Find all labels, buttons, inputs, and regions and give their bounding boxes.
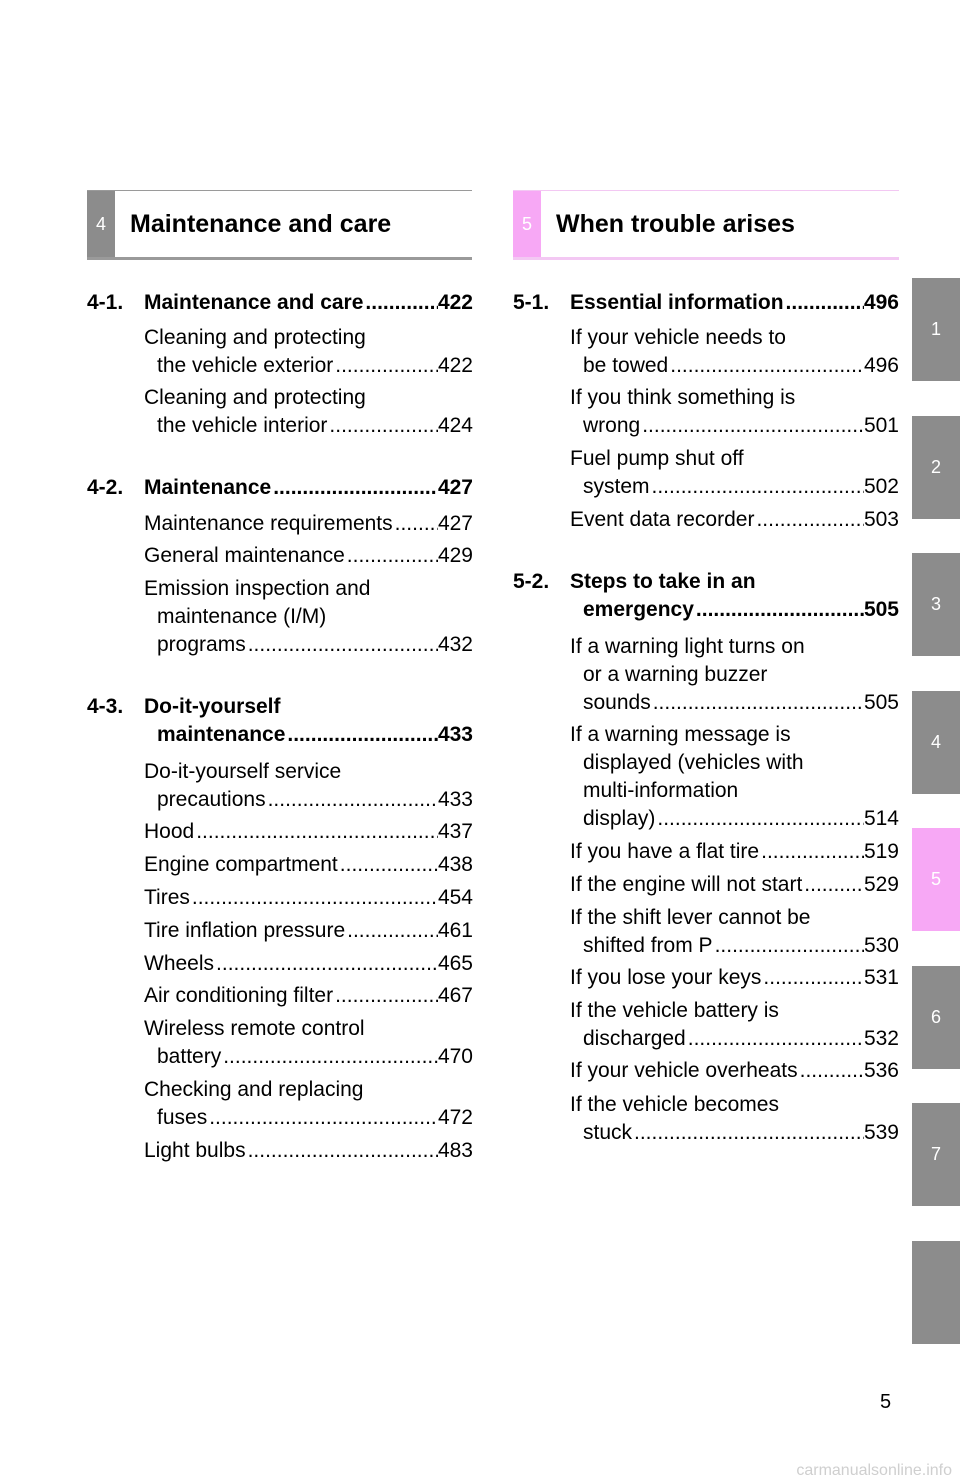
leader-dots [266,786,438,814]
toc-text: If your vehicle overheats [570,1059,798,1082]
toc-line [570,689,899,717]
toc-line [570,964,899,992]
toc-line [570,871,899,899]
section-header-4 [87,190,472,260]
toc-line [570,568,899,596]
toc-entry[interactable] [144,917,473,945]
toc-entry[interactable] [570,964,899,992]
leader-dots [668,352,864,380]
toc-text: Essential information [570,291,784,314]
toc-text: the vehicle interior [157,414,328,437]
toc-text: stuck [583,1121,633,1144]
toc-line [144,851,473,879]
leader-dots [214,950,438,978]
toc-text: Cleaning and protecting [144,386,366,409]
toc-text: system [583,475,650,498]
toc-line [144,721,473,749]
toc-text: Cleaning and protecting [144,326,366,349]
toc-text: the vehicle exterior [157,354,334,377]
chapter-tab-1[interactable]: 1 [912,278,960,381]
toc-line [570,749,899,777]
toc-line [144,384,473,412]
toc-text: wrong [583,414,641,437]
toc-entry[interactable] [570,506,899,534]
toc-text: be towed [583,354,669,377]
toc-text: maintenance (I/M) [157,605,327,628]
toc-line [144,917,473,945]
toc-text: Do-it-yourself [144,695,281,718]
toc-line [570,721,899,749]
toc-text: Wireless remote control [144,1017,365,1040]
chapter-tab-2[interactable]: 2 [912,416,960,519]
toc-page-number: 519 [863,840,899,863]
toc-line [570,324,899,352]
toc-line [144,289,473,317]
toc-page-number: 432 [437,633,473,656]
leader-dots [798,1057,864,1085]
toc-section-number: 4-3. [87,695,124,718]
toc-page-number: 427 [437,512,473,535]
toc-entry[interactable] [570,445,899,501]
toc-entry[interactable] [144,982,473,1010]
toc-line [570,412,899,440]
toc-text: If your vehicle needs to [570,326,786,349]
toc-line [570,352,899,380]
toc-line [144,1043,473,1071]
leader-dots [285,721,438,749]
toc-text: battery [157,1045,222,1068]
chapter-tab-7[interactable]: 7 [912,1103,960,1206]
leader-dots [802,871,864,899]
toc-line [144,818,473,846]
toc-line [570,633,899,661]
toc-line [144,693,473,721]
toc-line [570,384,899,412]
toc-text: Emission inspection and [144,577,371,600]
toc-page-number: 539 [863,1121,899,1144]
toc-entry[interactable] [144,1137,473,1165]
toc-line [570,777,899,805]
toc-section-heading[interactable] [87,693,473,749]
toc-line [570,1057,899,1085]
leader-dots [761,964,864,992]
leader-dots [655,805,864,833]
toc-entry[interactable] [144,324,473,380]
toc-page-number: 536 [863,1059,899,1082]
chapter-tab-5[interactable]: 5 [912,828,960,931]
toc-entry[interactable] [144,884,473,912]
section-number-badge: 5 [513,191,541,257]
toc-line [144,631,473,659]
toc-page-number: 422 [437,291,473,314]
toc-entry[interactable] [144,542,473,570]
toc-line [570,661,899,689]
toc-line [144,950,473,978]
toc-entry[interactable] [570,384,899,440]
page-number: 5 [880,1391,892,1413]
toc-text: Wheels [144,952,215,975]
toc-page-number: 429 [437,544,473,567]
toc-text: displayed (vehicles with [583,751,804,774]
leader-dots [393,510,438,538]
leader-dots [650,473,864,501]
toc-line [570,904,899,932]
toc-line [570,596,899,624]
toc-text: discharged [583,1027,686,1050]
toc-text: shifted from P [583,934,713,957]
toc-text: Air conditioning filter [144,984,334,1007]
toc-entry[interactable] [144,1015,473,1071]
toc-page-number: 505 [863,598,899,621]
toc-text: If the vehicle becomes [570,1093,779,1116]
leader-dots [345,542,438,570]
toc-entry[interactable] [570,904,899,960]
toc-line [144,324,473,352]
toc-text: or a warning buzzer [583,663,768,686]
leader-dots [333,982,438,1010]
toc-text: precautions [157,788,266,811]
toc-page-number: 529 [863,873,899,896]
toc-page-number: 496 [863,291,899,314]
toc-entry[interactable] [570,1091,899,1147]
toc-text: If a warning message is [570,723,791,746]
leader-dots [190,884,438,912]
section-number-badge: 4 [87,191,115,257]
toc-text: maintenance [157,723,286,746]
toc-line [570,1025,899,1053]
toc-text: Hood [144,820,195,843]
toc-text: If the shift lever cannot be [570,906,811,929]
toc-section-number: 4-2. [87,476,124,499]
leader-dots [338,851,438,879]
toc-page-number: 472 [437,1106,473,1129]
toc-page-number: 454 [437,886,473,909]
toc-line [570,932,899,960]
toc-entry[interactable] [570,838,899,866]
chapter-tab-index[interactable] [912,1241,960,1344]
toc-page-number: 470 [437,1045,473,1068]
leader-dots [207,1104,438,1132]
toc-text: General maintenance [144,544,345,567]
toc-text: Maintenance [144,476,272,499]
toc-section-number: 5-2. [513,570,550,593]
toc-page-number: 503 [863,508,899,531]
toc-section-heading[interactable] [513,289,899,317]
toc-line [144,786,473,814]
toc-section-heading[interactable] [87,289,473,317]
toc-page-number: 427 [437,476,473,499]
watermark: carmanualsonline.info [796,1462,952,1479]
toc-line [570,997,899,1025]
toc-page-number: 438 [437,853,473,876]
toc-entry[interactable] [570,324,899,380]
section-header-5 [513,190,899,260]
toc-page-number: 437 [437,820,473,843]
toc-text: Checking and replacing [144,1078,364,1101]
toc-line [144,542,473,570]
leader-dots [784,289,864,317]
toc-line [570,838,899,866]
leader-dots [327,412,438,440]
toc-entry[interactable] [144,384,473,440]
toc-text: If a warning light turns on [570,635,805,658]
toc-text: display) [583,807,656,830]
toc-text: multi-information [583,779,739,802]
leader-dots [632,1119,864,1147]
toc-text: Steps to take in an [570,570,756,593]
toc-line [144,474,473,502]
leader-dots [713,932,864,960]
toc-text: Engine compartment [144,853,338,876]
toc-line [144,758,473,786]
toc-text: Do-it-yourself service [144,760,342,783]
toc-page-number: 433 [437,723,473,746]
toc-text: Event data recorder [570,508,755,531]
leader-dots [345,917,438,945]
toc-line [144,884,473,912]
toc-page-number: 461 [437,919,473,942]
toc-line [144,603,473,631]
toc-entry[interactable] [144,758,473,814]
toc-page-number: 532 [863,1027,899,1050]
toc-entry[interactable] [570,721,899,833]
toc-text: fuses [157,1106,208,1129]
chapter-tab-6[interactable]: 6 [912,966,960,1069]
toc-text: Maintenance requirements [144,512,393,535]
toc-line [144,352,473,380]
toc-line [570,506,899,534]
toc-line [144,1104,473,1132]
toc-page-number: 505 [863,691,899,714]
toc-entry[interactable] [570,1057,899,1085]
toc-page-number: 530 [863,934,899,957]
leader-dots [333,352,438,380]
toc-text: Fuel pump shut off [570,447,744,470]
toc-page-number: 514 [863,807,899,830]
chapter-tab-4[interactable]: 4 [912,691,960,794]
leader-dots [246,631,438,659]
toc-entry[interactable] [570,633,899,717]
leader-dots [640,412,864,440]
toc-entry[interactable] [144,575,473,659]
toc-entry[interactable] [144,851,473,879]
toc-entry[interactable] [144,510,473,538]
section-title: When trouble arises [556,209,795,238]
leader-dots [759,838,864,866]
toc-page-number: 467 [437,984,473,1007]
toc-line [570,1119,899,1147]
toc-entry[interactable] [144,818,473,846]
toc-text: If you think something is [570,386,796,409]
toc-line [570,805,899,833]
toc-page-number: 465 [437,952,473,975]
toc-line [144,412,473,440]
toc-entry[interactable] [570,997,899,1053]
toc-page-number: 501 [863,414,899,437]
toc-page-number: 502 [863,475,899,498]
toc-section-number: 5-1. [513,291,550,314]
leader-dots [221,1043,438,1071]
toc-line [570,445,899,473]
toc-text: Light bulbs [144,1139,246,1162]
toc-text: If you lose your keys [570,966,762,989]
toc-text: If you have a flat tire [570,840,760,863]
toc-page-number: 531 [863,966,899,989]
leader-dots [686,1025,864,1053]
leader-dots [694,596,864,624]
toc-text: sounds [583,691,651,714]
leader-dots [363,289,438,317]
toc-line [144,1137,473,1165]
toc-text: If the vehicle battery is [570,999,779,1022]
leader-dots [194,818,438,846]
toc-line [144,510,473,538]
toc-line [144,1015,473,1043]
leader-dots [754,506,864,534]
toc-line [570,473,899,501]
toc-text: Tires [144,886,190,909]
toc-text: Maintenance and care [144,291,364,314]
toc-entry[interactable] [570,871,899,899]
toc-section-heading[interactable] [87,474,473,502]
toc-line [144,1076,473,1104]
toc-page-number: 483 [437,1139,473,1162]
toc-text: If the engine will not start [570,873,803,896]
toc-page-number: 496 [863,354,899,377]
leader-dots [271,474,438,502]
toc-line [144,575,473,603]
toc-section-heading[interactable] [513,568,899,624]
toc-entry[interactable] [144,1076,473,1132]
toc-page-number: 422 [437,354,473,377]
leader-dots [651,689,864,717]
toc-text: emergency [583,598,694,621]
toc-line [144,982,473,1010]
leader-dots [246,1137,438,1165]
toc-section-number: 4-1. [87,291,124,314]
toc-text: Tire inflation pressure [144,919,346,942]
toc-page-number: 433 [437,788,473,811]
toc-entry[interactable] [144,950,473,978]
toc-text: programs [157,633,246,656]
toc-line [570,289,899,317]
chapter-tab-3[interactable]: 3 [912,553,960,656]
toc-page-number: 424 [437,414,473,437]
section-title: Maintenance and care [130,209,392,238]
toc-line [570,1091,899,1119]
